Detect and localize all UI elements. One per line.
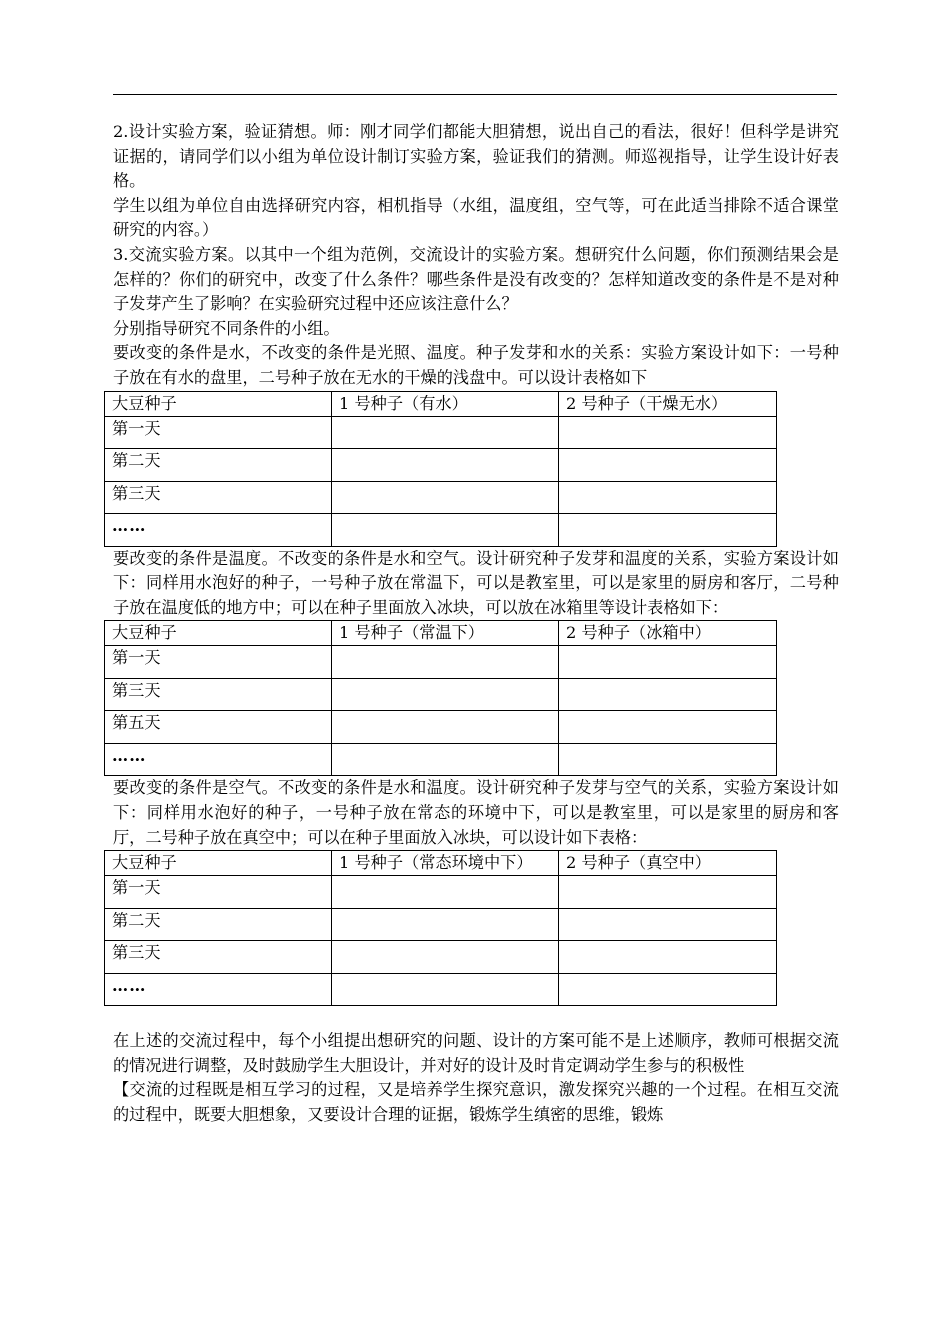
- header-rule: [113, 94, 837, 95]
- table-cell-empty: [332, 449, 559, 482]
- table-cell-empty: [332, 481, 559, 514]
- paragraph-design-experiment: 2.设计实验方案，验证猜想。师：刚才同学们都能大胆猜想，说出自己的看法，很好！但科学是讲究证据的，请同学们以小组为单位设计制订实验方案，验证我们的猜测。师巡视指导，让学生设计好表格。: [113, 122, 839, 191]
- table-cell-empty: [332, 941, 559, 974]
- table-header-cell: 1 号种子（有水）: [332, 391, 559, 416]
- table-cell-empty: [559, 908, 777, 941]
- table-row-label: ……: [105, 973, 332, 1006]
- table-row: [105, 481, 777, 514]
- table-row: [105, 876, 777, 909]
- table-header-row: [105, 391, 777, 416]
- paragraph-water-condition: 要改变的条件是水，不改变的条件是光照、温度。种子发芽和水的关系：实验方案设计如下：一号种子放在有水的盘里，二号种子放在无水的干燥的浅盘中。可以设计表格如下: [113, 343, 839, 387]
- table-row: [105, 908, 777, 941]
- table-cell-empty: [559, 514, 777, 547]
- table-header-cell: 1 号种子（常态环境中下）: [332, 851, 559, 876]
- table-header-cell: 大豆种子: [105, 391, 332, 416]
- table-cell-empty: [332, 711, 559, 744]
- table-row-label: 第五天: [105, 711, 332, 744]
- table-water: [104, 391, 777, 547]
- table-cell-empty: [559, 678, 777, 711]
- table-cell-empty: [559, 743, 777, 776]
- table-header-row: [105, 851, 777, 876]
- table-row: [105, 678, 777, 711]
- table-row-label: ……: [105, 743, 332, 776]
- table-cell-empty: [559, 646, 777, 679]
- paragraph-group-choice: 学生以组为单位自由选择研究内容，相机指导（水组，温度组，空气等，可在此适当排除不适合课堂研究的内容。）: [113, 195, 839, 240]
- table-cell-empty: [332, 973, 559, 1006]
- paragraph-exchange-note: 【交流的过程既是相互学习的过程，又是培养学生探究意识，激发探究兴趣的一个过程。在相互交流的过程中，既要大胆想象，又要设计合理的证据，锻炼学生缜密的思维，锻炼: [113, 1080, 839, 1124]
- table-row-label: 第一天: [105, 876, 332, 909]
- table-header-cell: 2 号种子（冰箱中）: [559, 621, 777, 646]
- table-cell-empty: [332, 908, 559, 941]
- table-row: [105, 973, 777, 1006]
- table-header-cell: 2 号种子（真空中）: [559, 851, 777, 876]
- table-cell-empty: [332, 514, 559, 547]
- table-row: [105, 449, 777, 482]
- table-row: [105, 711, 777, 744]
- table-cell-empty: [559, 449, 777, 482]
- table-row-label: 第三天: [105, 481, 332, 514]
- table-row-label: 第一天: [105, 416, 332, 449]
- table-row-label: 第一天: [105, 646, 332, 679]
- table-cell-empty: [559, 481, 777, 514]
- table-row: [105, 514, 777, 547]
- table-cell-empty: [332, 416, 559, 449]
- paragraph-teacher-adjust: 在上述的交流过程中，每个小组提出想研究的问题、设计的方案可能不是上述顺序，教师可根据交流的情况进行调整，及时鼓励学生大胆设计，并对好的设计及时肯定调动学生参与的积极性: [113, 1031, 839, 1075]
- table-row-label: 第二天: [105, 449, 332, 482]
- table-header-cell: 大豆种子: [105, 621, 332, 646]
- table-header-cell: 1 号种子（常温下）: [332, 621, 559, 646]
- table-row: [105, 941, 777, 974]
- blank-spacer: [113, 1006, 839, 1029]
- table-header-cell: 2 号种子（干燥无水）: [559, 391, 777, 416]
- table-cell-empty: [332, 678, 559, 711]
- table-cell-empty: [559, 416, 777, 449]
- table-row-label: 第三天: [105, 941, 332, 974]
- document-body: [113, 120, 839, 1127]
- table-row: [105, 416, 777, 449]
- table-cell-empty: [559, 876, 777, 909]
- table-air: [104, 850, 777, 1006]
- table-row: [105, 743, 777, 776]
- table-cell-empty: [332, 646, 559, 679]
- paragraph-air-condition: 要改变的条件是空气。不改变的条件是水和温度。设计研究种子发芽与空气的关系，实验方案设计如下：同样用水泡好的种子，一号种子放在常态的环境中下，可以是教室里，可以是家里的厨房和客厅，二号种子放在真空中；可以在种子里面放入冰块，可以设计如下表格：: [113, 778, 839, 847]
- paragraph-exchange-plan: 3.交流实验方案。以其中一个组为范例，交流设计的实验方案。想研究什么问题，你们预测结果会是怎样的？你们的研究中，改变了什么条件？哪些条件是没有改变的？怎样知道改变的条件是不是对种子发芽产生了影响？在实验研究过程中还应该注意什么？: [113, 244, 839, 314]
- table-temperature: [104, 620, 777, 776]
- table-row-label: 第二天: [105, 908, 332, 941]
- table-header-cell: 大豆种子: [105, 851, 332, 876]
- table-row-label: 第三天: [105, 678, 332, 711]
- table-cell-empty: [559, 941, 777, 974]
- table-cell-empty: [332, 743, 559, 776]
- paragraph-temperature-condition: 要改变的条件是温度。不改变的条件是水和空气。设计研究种子发芽和温度的关系，实验方案设计如下：同样用水泡好的种子，一号种子放在常温下，可以是教室里，可以是家里的厨房和客厅，二号种子放在温度低的地方中；可以在种子里面放入冰块，可以放在冰箱里等设计表格如下：: [113, 548, 839, 617]
- table-cell-empty: [559, 711, 777, 744]
- table-cell-empty: [559, 973, 777, 1006]
- paragraph-guide-groups: 分别指导研究不同条件的小组。: [113, 318, 340, 338]
- table-header-row: [105, 621, 777, 646]
- table-row-label: ……: [105, 514, 332, 547]
- table-row: [105, 646, 777, 679]
- table-cell-empty: [332, 876, 559, 909]
